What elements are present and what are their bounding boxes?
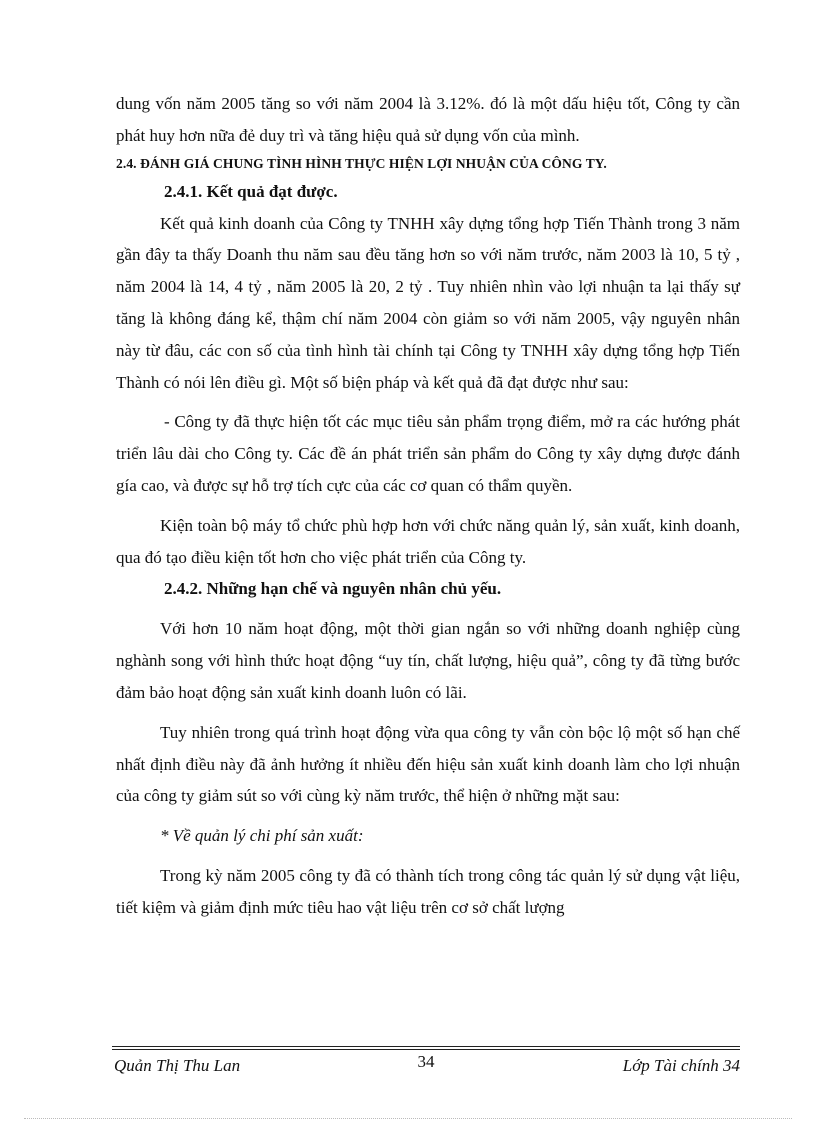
paragraph-organization: Kiện toàn bộ máy tổ chức phù hợp hơn với chức năng quản lý, sản xuất, kinh doanh, qua đó tạo điều kiện tốt hơn cho việc phát triển của Công ty. <box>116 515 740 567</box>
footer-author: Quản Thị Thu Lan <box>114 1056 241 1075</box>
footer-rule-bottom <box>112 1049 740 1050</box>
paragraph-history: Với hơn 10 năm hoạt động, một thời gian ngắn so với những doanh nghiệp cùng nghành song với hình thức hoạt động “uy tín, chất lượng, hiệu quả”, công ty đã từng bước đảm bảo hoạt động sản xuất kinh doanh luôn có lãi. <box>116 619 740 702</box>
subsection-heading-limitations: 2.4.2. Những hạn chế và nguyên nhân chủ yếu. <box>164 579 502 599</box>
footer-rule-top <box>112 1046 740 1047</box>
paragraph-results: Kết quả kinh doanh của Công ty TNHH xây dựng tổng hợp Tiến Thành trong 3 năm gần đây ta thấy Doanh thu năm sau đều tăng hơn so với năm trước, năm 2003 là 10, 5 tỷ , năm 2004 là 14, 4 tỷ , năm 2005 là 20, 2 tỷ . Tuy nhiên nhìn vào lợi nhuận ta lại thấy sự tăng là không đáng kể, thậm chí năm 2004 còn giảm so với năm 2005, vậy nguyên nhân này từ đâu, các con số của tình hình tài chính tại Công ty TNHH xây dựng tổng hợp Tiến Thành có nói lên điều gì. Một số biện pháp và kết quả đã đạt được như sau: <box>116 213 740 392</box>
paragraph-cost: Trong kỳ năm 2005 công ty đã có thành tích trong công tác quản lý sử dụng vật liệu, tiết kiệm và giảm định mức tiêu hao vật liệu trên cơ sở chất lượng <box>116 865 740 917</box>
paragraph-limitations: Tuy nhiên trong quá trình hoạt động vừa qua công ty vẫn còn bộc lộ một số hạn chế nhất định điều này đã ảnh hưởng ít nhiều đến hiệu sản xuất kinh doanh làm cho lợi nhuận của công ty giảm sút so với cùng kỳ năm trước, thể hiện ở những mặt sau: <box>116 722 740 806</box>
paragraph-achievement: - Công ty đã thực hiện tốt các mục tiêu sản phẩm trọng điểm, mở ra các hướng phát triển lâu dài cho Công ty. Các đề án phát triển sản phẩm do Công ty xây dựng được đánh gía cao, và được sự hỗ trợ tích cực của các cơ quan có thẩm quyền. <box>116 412 740 495</box>
page-body <box>116 88 740 924</box>
subsection-heading-results: 2.4.1. Kết quả đạt được. <box>164 181 338 201</box>
page-bottom-border <box>24 1118 792 1119</box>
page-footer <box>112 1052 740 1078</box>
section-heading: 2.4. ĐÁNH GIÁ CHUNG TÌNH HÌNH THỰC HIỆN LỢI NHUẬN CỦA CÔNG TY. <box>116 155 607 171</box>
bullet-cost-management: * Về quản lý chi phí sản xuất: <box>160 826 364 846</box>
footer-class: Lớp Tài chính 34 <box>622 1056 740 1075</box>
paragraph-continued: dung vốn năm 2005 tăng so với năm 2004 là 3.12%. đó là một dấu hiệu tốt, Công ty cần phát huy hơn nữa đẻ duy trì và tăng hiệu quả sử dụng vốn của mình. <box>116 94 740 145</box>
page-number: 34 <box>417 1052 435 1071</box>
